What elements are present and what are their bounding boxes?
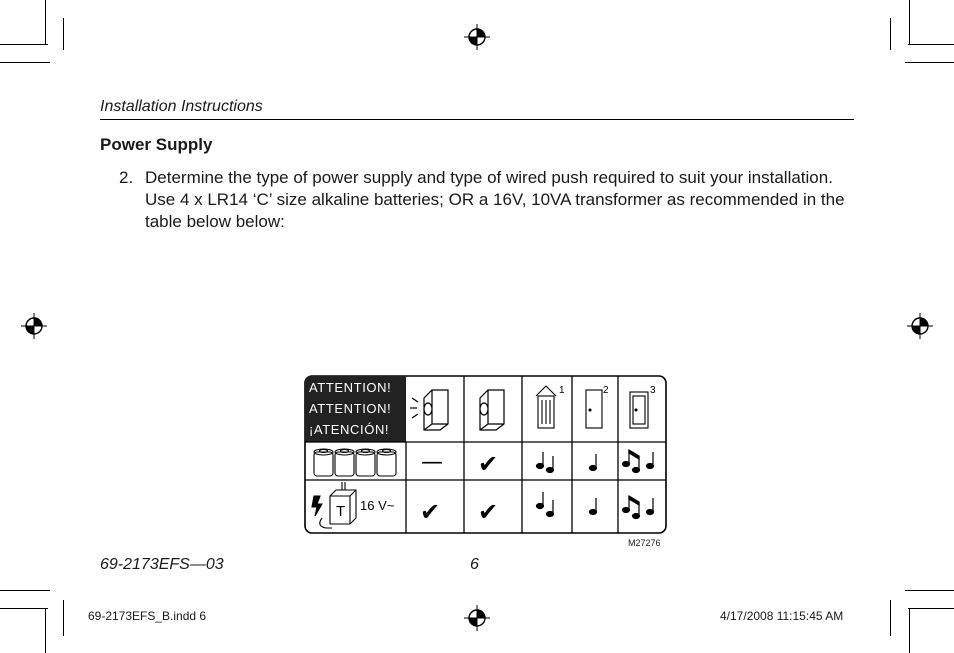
transformer-voltage: 16 V~ bbox=[360, 498, 395, 513]
crop-mark bbox=[45, 608, 46, 653]
door-number-1: 1 bbox=[559, 385, 565, 396]
crop-mark bbox=[0, 62, 50, 63]
crop-mark bbox=[909, 0, 910, 44]
registration-mark-icon bbox=[906, 312, 934, 340]
step-text: Determine the type of power supply and type of wired push required to suit your installation. Use 4 x LR14 ‘C’ size alkaline batteries; OR a 16V, 10VA transformer as recommended in the table below below: bbox=[145, 168, 845, 231]
slug-date: 4/17/2008 11:15:45 AM bbox=[720, 609, 844, 623]
transformer-label: T bbox=[336, 503, 346, 520]
figure-code: M27276 bbox=[628, 538, 661, 548]
running-header: Installation Instructions bbox=[100, 98, 263, 115]
door-number-3: 3 bbox=[650, 385, 656, 396]
power-supply-table bbox=[300, 374, 670, 538]
door-number-2: 2 bbox=[603, 385, 609, 396]
crop-mark bbox=[0, 44, 48, 45]
header-rule bbox=[100, 119, 854, 120]
crop-mark bbox=[890, 600, 891, 636]
battery-chime-check: ✔ bbox=[478, 450, 499, 478]
crop-mark bbox=[0, 590, 50, 591]
crop-mark bbox=[909, 608, 910, 653]
crop-mark bbox=[45, 0, 46, 44]
registration-mark-icon bbox=[463, 604, 491, 632]
crop-mark bbox=[905, 590, 954, 591]
attention-label-1: ATTENTION! bbox=[309, 380, 392, 395]
crop-mark bbox=[0, 608, 48, 609]
crop-mark bbox=[890, 18, 891, 50]
document-number: 69-2173EFS—03 bbox=[100, 556, 224, 573]
slug-file-name: 69-2173EFS_B.indd 6 bbox=[88, 609, 207, 623]
crop-mark bbox=[905, 62, 954, 63]
step-number: 2. bbox=[119, 168, 134, 187]
crop-mark bbox=[63, 600, 64, 636]
attention-label-2: ATTENTION! bbox=[309, 401, 392, 416]
attention-label-3: ¡ATENCIÓN! bbox=[309, 422, 390, 437]
registration-mark-icon bbox=[463, 23, 491, 51]
section-title: Power Supply bbox=[100, 135, 213, 154]
crop-mark bbox=[908, 44, 954, 45]
crop-mark bbox=[908, 608, 954, 609]
registration-mark-icon bbox=[20, 312, 48, 340]
battery-not-supported-dash: — bbox=[421, 450, 443, 475]
transformer-chime-check: ✔ bbox=[478, 498, 499, 526]
transformer-light-chime-check: ✔ bbox=[420, 498, 441, 526]
page-number: 6 bbox=[470, 556, 479, 573]
crop-mark bbox=[63, 18, 64, 50]
